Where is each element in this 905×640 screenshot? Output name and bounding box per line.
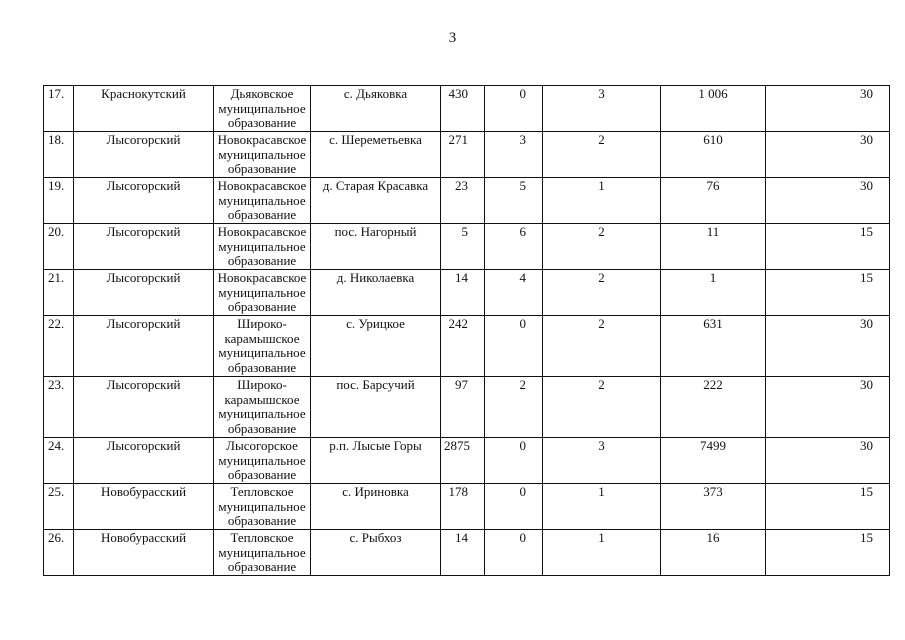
value-cell-3: 1 xyxy=(543,484,661,530)
value-cell-4: 631 xyxy=(661,316,766,377)
row-number-cell: 23. xyxy=(44,377,74,438)
value-cell-3: 2 xyxy=(543,377,661,438)
value-cell-2: 0 xyxy=(485,530,543,576)
municipality-cell: Тепловское муниципальное образование xyxy=(214,484,311,530)
value-cell-3: 2 xyxy=(543,132,661,178)
settlement-cell: с. Шереметьевка xyxy=(311,132,441,178)
value-cell-5: 30 xyxy=(766,377,890,438)
value-cell-5: 30 xyxy=(766,316,890,377)
value-cell-4: 16 xyxy=(661,530,766,576)
row-number-cell: 26. xyxy=(44,530,74,576)
value-cell-3: 1 xyxy=(543,530,661,576)
value-cell-1: 178 xyxy=(441,484,485,530)
value-cell-2: 6 xyxy=(485,224,543,270)
district-cell: Новобурасский xyxy=(74,484,214,530)
row-number-cell: 24. xyxy=(44,438,74,484)
value-cell-4: 7499 xyxy=(661,438,766,484)
settlement-cell: д. Старая Красавка xyxy=(311,178,441,224)
value-cell-3: 1 xyxy=(543,178,661,224)
value-cell-4: 222 xyxy=(661,377,766,438)
municipality-cell: Новокрасавское муниципальное образование xyxy=(214,270,311,316)
value-cell-2: 4 xyxy=(485,270,543,316)
district-cell: Лысогорский xyxy=(74,224,214,270)
settlement-cell: р.п. Лысые Горы xyxy=(311,438,441,484)
value-cell-2: 2 xyxy=(485,377,543,438)
table-row xyxy=(44,86,890,132)
value-cell-3: 2 xyxy=(543,224,661,270)
district-cell: Новобурасский xyxy=(74,530,214,576)
value-cell-1: 14 xyxy=(441,530,485,576)
value-cell-1: 2875 xyxy=(441,438,485,484)
table-row xyxy=(44,316,890,377)
table-row xyxy=(44,270,890,316)
table-row xyxy=(44,132,890,178)
settlement-cell: с. Урицкое xyxy=(311,316,441,377)
table-body xyxy=(44,86,890,576)
settlements-table xyxy=(43,85,890,576)
value-cell-4: 1 xyxy=(661,270,766,316)
value-cell-4: 11 xyxy=(661,224,766,270)
value-cell-1: 430 xyxy=(441,86,485,132)
value-cell-3: 2 xyxy=(543,316,661,377)
value-cell-1: 5 xyxy=(441,224,485,270)
municipality-cell: Новокрасавское муниципальное образование xyxy=(214,224,311,270)
value-cell-3: 2 xyxy=(543,270,661,316)
district-cell: Лысогорский xyxy=(74,438,214,484)
row-number-cell: 20. xyxy=(44,224,74,270)
row-number-cell: 17. xyxy=(44,86,74,132)
district-cell: Лысогорский xyxy=(74,132,214,178)
table-row xyxy=(44,438,890,484)
page-number: 3 xyxy=(448,30,457,46)
value-cell-1: 14 xyxy=(441,270,485,316)
municipality-cell: Лысогорское муниципальное образование xyxy=(214,438,311,484)
settlement-cell: с. Дьяковка xyxy=(311,86,441,132)
value-cell-5: 30 xyxy=(766,132,890,178)
municipality-cell: Широко-карамышское муниципальное образование xyxy=(214,377,311,438)
settlement-cell: с. Ириновка xyxy=(311,484,441,530)
district-cell: Лысогорский xyxy=(74,377,214,438)
district-cell: Лысогорский xyxy=(74,270,214,316)
table-row xyxy=(44,178,890,224)
row-number-cell: 21. xyxy=(44,270,74,316)
value-cell-4: 373 xyxy=(661,484,766,530)
value-cell-5: 30 xyxy=(766,438,890,484)
value-cell-2: 3 xyxy=(485,132,543,178)
value-cell-2: 0 xyxy=(485,316,543,377)
municipality-cell: Широко-карамышское муниципальное образование xyxy=(214,316,311,377)
value-cell-5: 15 xyxy=(766,484,890,530)
settlement-cell: д. Николаевка xyxy=(311,270,441,316)
value-cell-1: 97 xyxy=(441,377,485,438)
value-cell-3: 3 xyxy=(543,86,661,132)
settlement-cell: пос. Барсучий xyxy=(311,377,441,438)
row-number-cell: 25. xyxy=(44,484,74,530)
table-row xyxy=(44,530,890,576)
value-cell-5: 15 xyxy=(766,224,890,270)
settlement-cell: с. Рыбхоз xyxy=(311,530,441,576)
row-number-cell: 22. xyxy=(44,316,74,377)
value-cell-4: 610 xyxy=(661,132,766,178)
value-cell-5: 15 xyxy=(766,530,890,576)
value-cell-2: 0 xyxy=(485,484,543,530)
value-cell-3: 3 xyxy=(543,438,661,484)
value-cell-5: 30 xyxy=(766,86,890,132)
municipality-cell: Новокрасавское муниципальное образование xyxy=(214,132,311,178)
value-cell-5: 15 xyxy=(766,270,890,316)
value-cell-2: 0 xyxy=(485,86,543,132)
value-cell-1: 242 xyxy=(441,316,485,377)
row-number-cell: 19. xyxy=(44,178,74,224)
municipality-cell: Дьяковское муниципальное образование xyxy=(214,86,311,132)
value-cell-2: 0 xyxy=(485,438,543,484)
district-cell: Лысогорский xyxy=(74,178,214,224)
value-cell-2: 5 xyxy=(485,178,543,224)
municipality-cell: Тепловское муниципальное образование xyxy=(214,530,311,576)
value-cell-4: 76 xyxy=(661,178,766,224)
row-number-cell: 18. xyxy=(44,132,74,178)
settlement-cell: пос. Нагорный xyxy=(311,224,441,270)
value-cell-5: 30 xyxy=(766,178,890,224)
value-cell-4: 1 006 xyxy=(661,86,766,132)
table-row xyxy=(44,224,890,270)
value-cell-1: 23 xyxy=(441,178,485,224)
district-cell: Лысогорский xyxy=(74,316,214,377)
table-row xyxy=(44,377,890,438)
municipality-cell: Новокрасавское муниципальное образование xyxy=(214,178,311,224)
district-cell: Краснокутский xyxy=(74,86,214,132)
value-cell-1: 271 xyxy=(441,132,485,178)
table-row xyxy=(44,484,890,530)
